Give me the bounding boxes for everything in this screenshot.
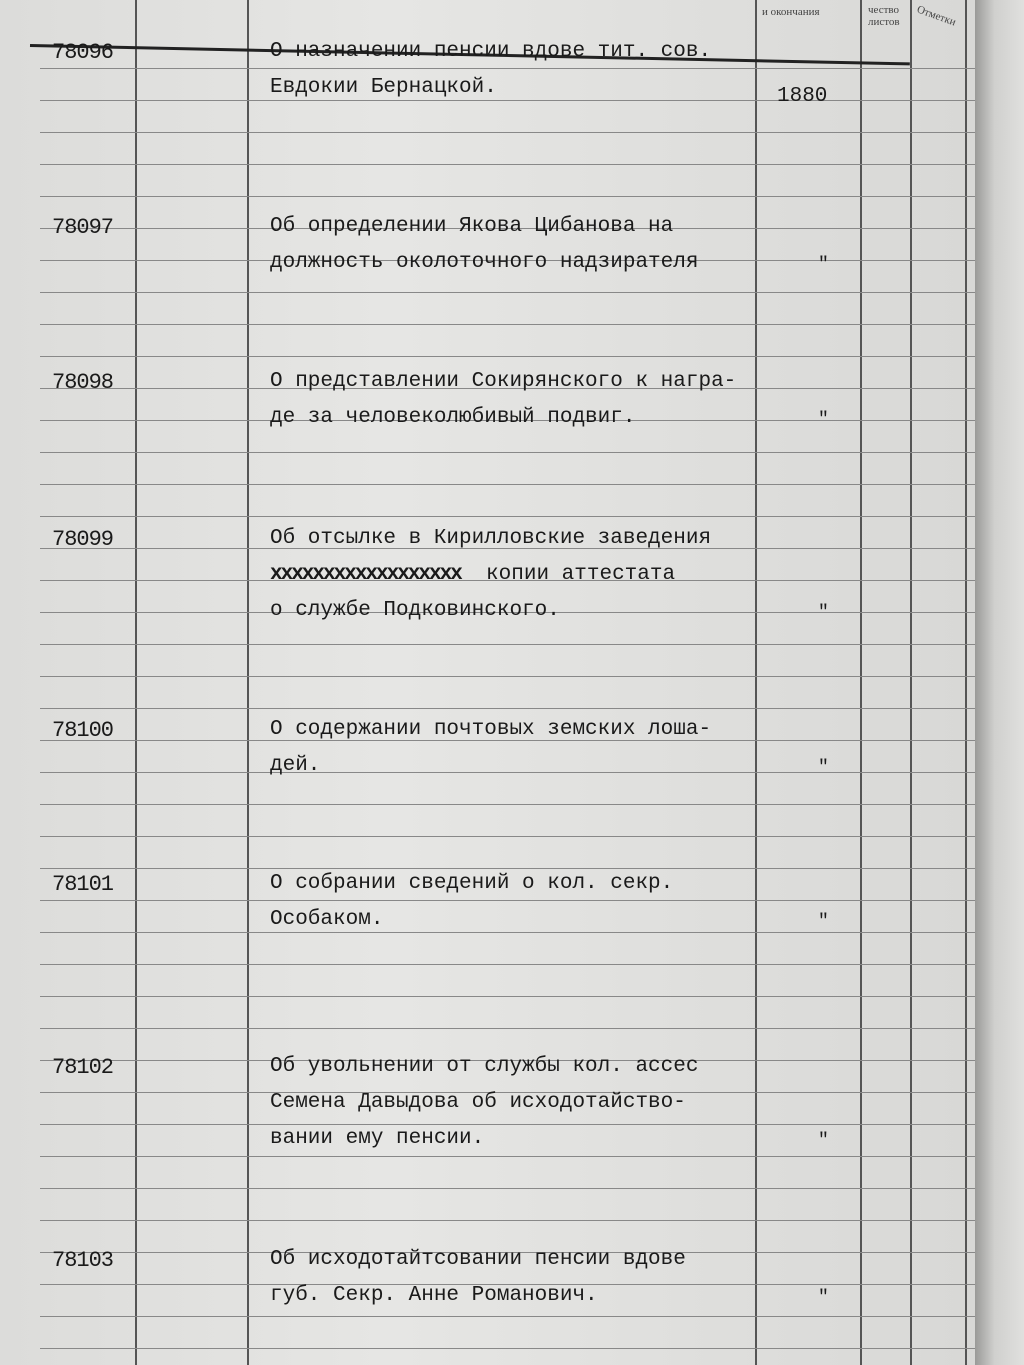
ditto-mark: " xyxy=(818,603,829,623)
entry-text-line: должность околоточного надзирателя xyxy=(270,251,699,274)
entry-text-line: де за человеколюбивый подвиг. xyxy=(270,406,636,429)
ditto-mark: " xyxy=(818,410,829,430)
row-rule xyxy=(40,868,975,869)
entry-text-line: О содержании почтовых земских лоша- xyxy=(270,718,712,741)
entry-text-line: губ. Секр. Анне Романович. xyxy=(270,1284,598,1307)
row-rule xyxy=(40,1188,975,1189)
entry-text-line: Евдокии Бернацкой. xyxy=(270,76,497,99)
entry-text-line: вании ему пенсии. xyxy=(270,1127,485,1150)
entry-number: 78099 xyxy=(52,527,114,552)
entry-number: 78101 xyxy=(52,872,114,897)
row-rule xyxy=(40,324,975,325)
entry-number: 78098 xyxy=(52,370,114,395)
entry-text-line: О представлении Сокирянского к награ- xyxy=(270,370,737,393)
row-rule xyxy=(40,164,975,165)
row-rule xyxy=(40,1316,975,1317)
entry-number: 78103 xyxy=(52,1248,114,1273)
adjacent-page-edge xyxy=(975,0,1024,1365)
column-rule xyxy=(755,0,757,1365)
entry-number: 78096 xyxy=(52,40,114,65)
column-rule xyxy=(910,0,912,1365)
column-rule xyxy=(247,0,249,1365)
column-rule xyxy=(135,0,137,1365)
row-rule xyxy=(40,804,975,805)
entry-text-line: Об определении Якова Цибанова на xyxy=(270,215,674,238)
row-rule xyxy=(40,1156,975,1157)
row-rule xyxy=(40,68,975,69)
row-rule xyxy=(40,484,975,485)
row-rule xyxy=(40,996,975,997)
entry-text-line: дей. xyxy=(270,754,321,777)
ditto-mark: " xyxy=(818,912,829,932)
row-rule xyxy=(40,1348,975,1349)
row-rule xyxy=(40,964,975,965)
row-rule xyxy=(40,772,975,773)
row-rule xyxy=(40,292,975,293)
column-rule xyxy=(860,0,862,1365)
entry-text-line: о службе Подковинского. xyxy=(270,599,560,622)
entry-text-line: О назначении пенсии вдове тит. сов. xyxy=(270,40,712,63)
row-rule xyxy=(40,836,975,837)
header-dates: и окончания xyxy=(762,6,820,18)
header-notes: Отметки xyxy=(915,3,958,29)
ditto-mark: " xyxy=(818,255,829,275)
row-rule xyxy=(40,356,975,357)
ditto-mark: " xyxy=(818,1288,829,1308)
ditto-mark: " xyxy=(818,1131,829,1151)
entry-text-line: О собрании сведений о кол. секр. xyxy=(270,872,674,895)
ditto-mark: " xyxy=(818,758,829,778)
row-rule xyxy=(40,196,975,197)
row-rule xyxy=(40,644,975,645)
entry-number: 78102 xyxy=(52,1055,114,1080)
entry-year: 1880 xyxy=(777,85,828,108)
entry-text-line: Об исходотайтсовании пенсии вдове xyxy=(270,1248,686,1271)
row-rule xyxy=(40,932,975,933)
entry-text-line-struck: xxxxxxxxxxxxxxxxxx копии аттестата xyxy=(270,563,676,586)
entry-number: 78100 xyxy=(52,718,114,743)
entry-text-line: Об отсылке в Кирилловские заведения xyxy=(270,527,712,550)
row-rule xyxy=(40,1220,975,1221)
entry-number: 78097 xyxy=(52,215,114,240)
row-rule xyxy=(40,132,975,133)
row-rule xyxy=(40,1028,975,1029)
row-rule xyxy=(40,708,975,709)
row-rule xyxy=(40,1124,975,1125)
entry-text-line: Об увольнении от службы кол. ассес xyxy=(270,1055,699,1078)
row-rule xyxy=(40,900,975,901)
header-sheets: чество листов xyxy=(868,4,900,28)
entry-text-line: Особаком. xyxy=(270,908,384,931)
row-rule xyxy=(40,452,975,453)
entry-text-line: Семена Давыдова об исходотайство- xyxy=(270,1091,686,1114)
row-rule xyxy=(40,100,975,101)
row-rule xyxy=(40,516,975,517)
row-rule xyxy=(40,676,975,677)
column-rule xyxy=(965,0,967,1365)
